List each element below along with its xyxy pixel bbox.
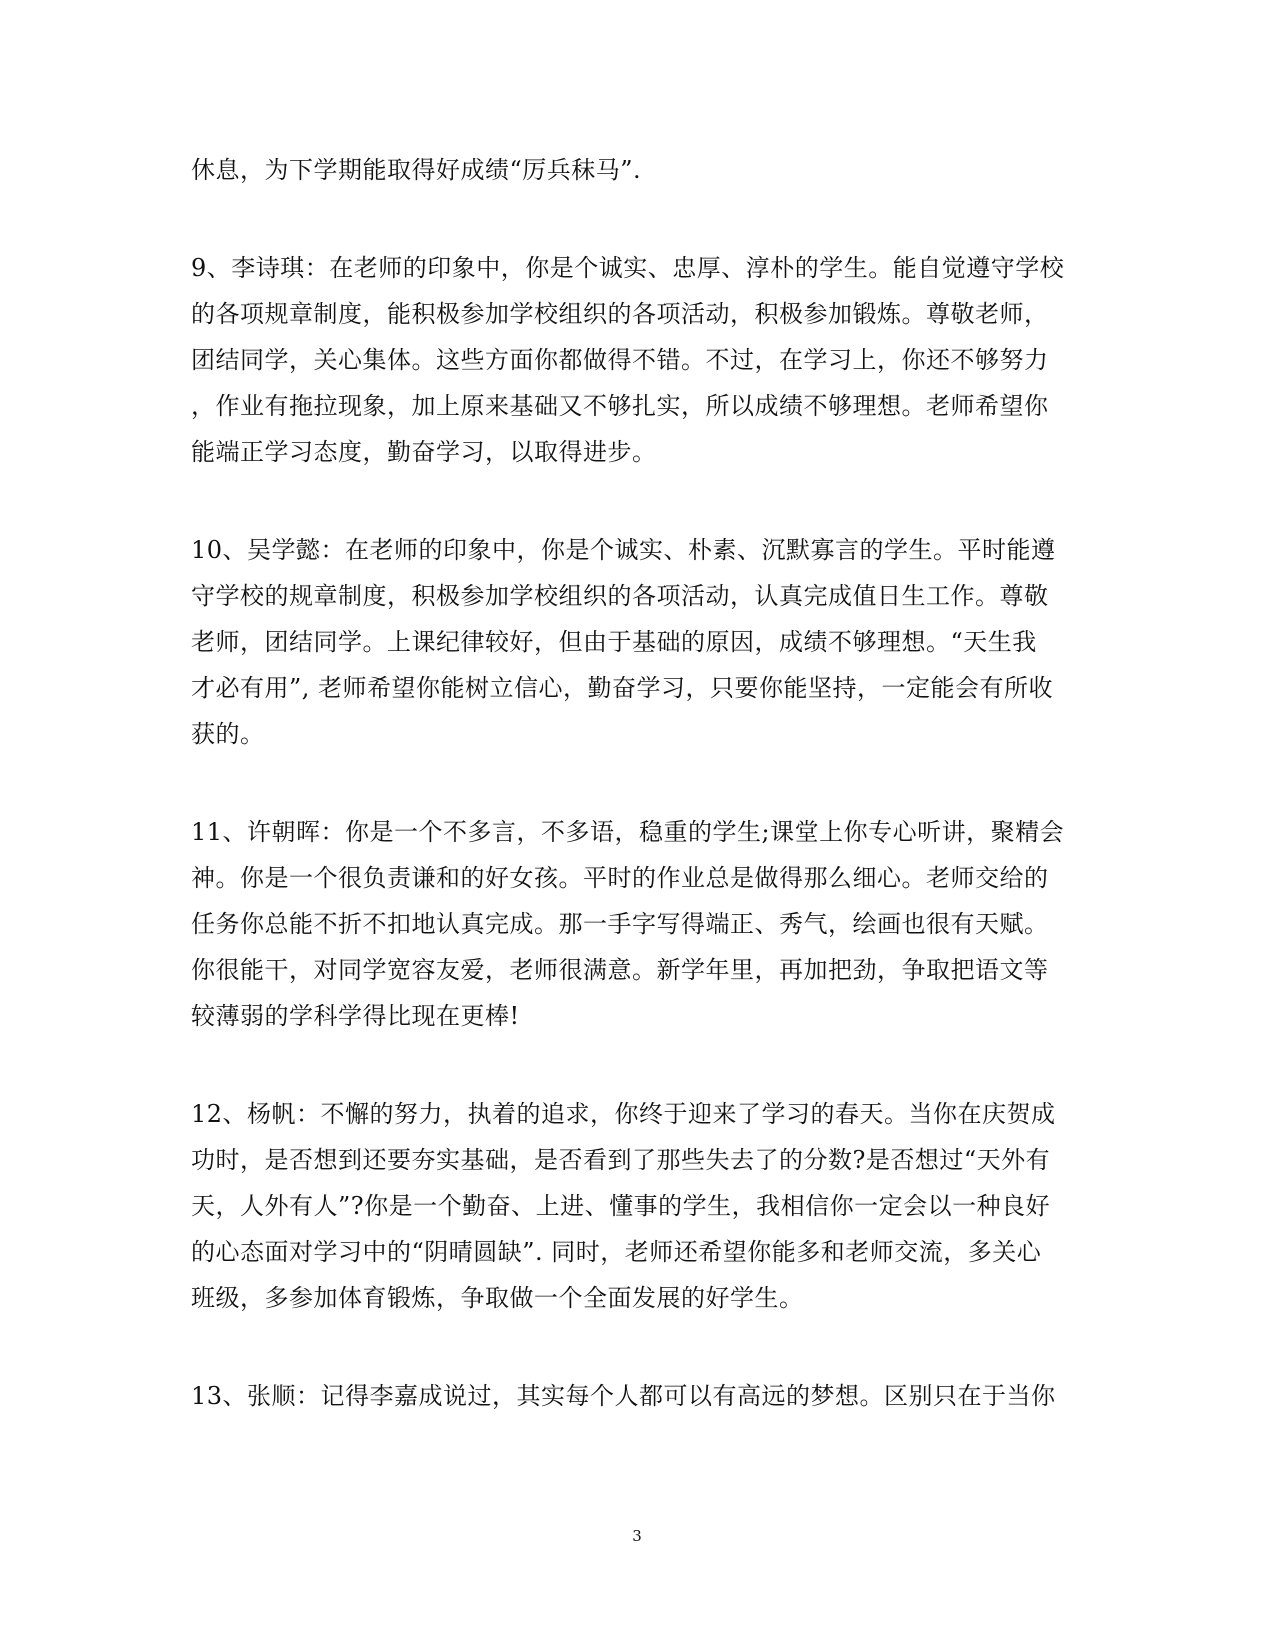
text-line: 神。你是一个很负责谦和的好女孩。平时的作业总是做得那么细心。老师交给的 — [191, 864, 1049, 892]
text-line: 老师，团结同学。上课纪律较好，但由于基础的原因，成绩不够理想。“天生我 — [191, 628, 1037, 656]
text-line: 能端正学习态度，勤奋学习，以取得进步。 — [191, 438, 657, 466]
text-line: 12、杨帆：不懈的努力，执着的追求，你终于迎来了学习的春天。当你在庆贺成 — [191, 1100, 1056, 1128]
text-line: 13、张顺：记得李嘉成说过，其实每个人都可以有高远的梦想。区别只在于当你 — [191, 1382, 1056, 1410]
page-number: 3 — [632, 1527, 642, 1545]
text-line: ，作业有拖拉现象，加上原来基础又不够扎实，所以成绩不够理想。老师希望你 — [191, 392, 1049, 420]
text-line: 才必有用”, 老师希望你能树立信心，勤奋学习，只要你能坚持，一定能会有所收 — [191, 674, 1054, 702]
text-line: 11、许朝晖：你是一个不多言，不多语，稳重的学生;课堂上你专心听讲，聚精会 — [191, 818, 1065, 846]
text-line: 天，人外有人”?你是一个勤奋、上进、懂事的学生，我相信你一定会以一种良好 — [191, 1192, 1051, 1220]
text-line: 10、吴学懿：在老师的印象中，你是个诚实、朴素、沉默寡言的学生。平时能遵 — [191, 536, 1056, 564]
text-line: 的各项规章制度，能积极参加学校组织的各项活动，积极参加锻炼。尊敬老师， — [191, 300, 1049, 328]
text-line: 9、李诗琪：在老师的印象中，你是个诚实、忠厚、淳朴的学生。能自觉遵守学校 — [191, 254, 1065, 282]
text-line: 获的。 — [191, 720, 265, 748]
text-line: 休息，为下学期能取得好成绩“厉兵秣马”. — [191, 156, 642, 184]
text-line: 任务你总能不折不扣地认真完成。那一手字写得端正、秀气，绘画也很有天赋。 — [191, 910, 1049, 938]
text-line: 班级，多参加体育锻炼，争取做一个全面发展的好学生。 — [191, 1284, 804, 1312]
text-line: 的心态面对学习中的“阴晴圆缺”. 同时，老师还希望你能多和老师交流，多关心 — [191, 1238, 1042, 1266]
text-line: 较薄弱的学科学得比现在更棒! — [191, 1002, 520, 1030]
text-line: 守学校的规章制度，积极参加学校组织的各项活动，认真完成值日生工作。尊敬 — [191, 582, 1049, 610]
text-line: 你很能干，对同学宽容友爱，老师很满意。新学年里，再加把劲，争取把语文等 — [191, 956, 1049, 984]
text-line: 功时，是否想到还要夯实基础，是否看到了那些失去了的分数?是否想过“天外有 — [191, 1146, 1051, 1174]
text-line: 团结同学，关心集体。这些方面你都做得不错。不过，在学习上，你还不够努力 — [191, 346, 1049, 374]
